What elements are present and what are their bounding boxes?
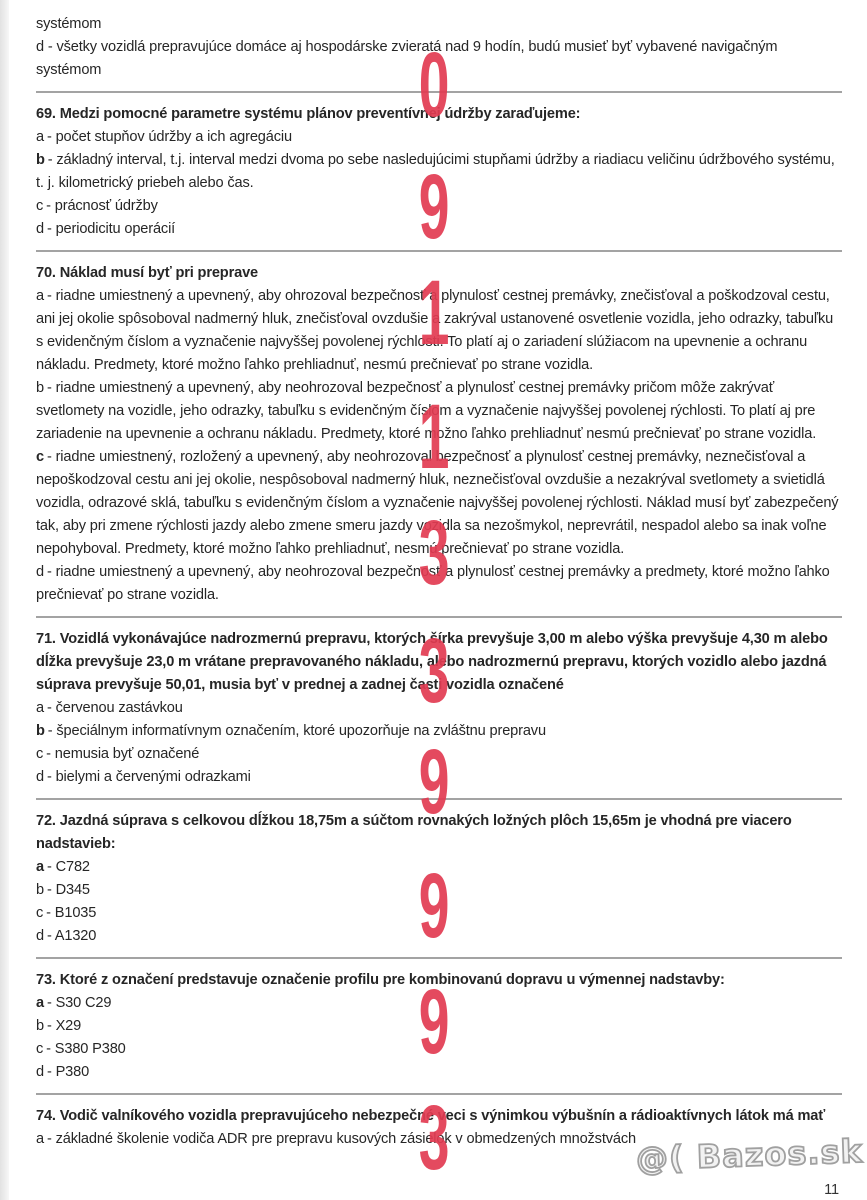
option-letter: a bbox=[36, 288, 44, 304]
option-letter: d bbox=[36, 564, 44, 580]
watermark-digit: 3 bbox=[418, 502, 450, 604]
option-text: - P380 bbox=[46, 1064, 90, 1080]
option-text: - C782 bbox=[46, 859, 90, 875]
option-letter: d bbox=[36, 928, 44, 944]
option-letter: b bbox=[36, 882, 44, 898]
option-text: - počet stupňov údržby a ich agregáciu bbox=[46, 129, 292, 145]
option-text: - nemusia byť označené bbox=[46, 746, 200, 762]
option-letter: b bbox=[36, 380, 44, 396]
watermark-digit: 9 bbox=[418, 971, 450, 1073]
continuation-option-d: d - všetky vozidlá prepravujúce domáce aj hospodárske zvieratá nad 9 hodín, budú musieť byť vybavené navigačným systémom bbox=[36, 39, 778, 78]
watermark-digit: 9 bbox=[418, 731, 450, 833]
option-text: - periodicitu operácií bbox=[46, 221, 176, 237]
option-text: - riadne umiestnený a upevnený, aby neohrozoval bezpečnosť a plynulosť cestnej premávky pričom môže zakrývať svetlomety na vozidle, jeho odrazky, tabuľku s evidenčným číslom a vyznačenie najvyššej povolenej rýchlosti. To platí aj pre zariadenie na upevnenie a ochranu nákladu. Predmety, ktoré možno ľahko prehliadnuť nesmú prečnievať po strane vozidla. bbox=[36, 380, 817, 442]
question-separator bbox=[36, 957, 842, 959]
option-text: - riadne umiestnený a upevnený, aby ohrozoval bezpečnosť a plynulosť cestnej premávky, znečisťoval a poškodzoval cestu, ani jej okolie spôsoboval nadmerný hluk, znečisťoval ovzdušie a zakrýval ustanovené osvetlenie vozidla, jeho odrazky, tabuľku s evidenčným číslom a vyznačenie najvyššej povolenej rýchlosti. To platí aj o zariadení slúžiacom na upevnenie a ochranu nákladu. Predmety, ktoré možno ľahko prehliadnuť, nesmú prečnievať po strane vozidla. bbox=[36, 288, 834, 373]
option-letter: d bbox=[36, 1064, 44, 1080]
option-letter: c bbox=[36, 198, 44, 214]
question-title: 72. Jazdná súprava s celkovou dĺžkou 18,75m a súčtom rovnakých ložných plôch 15,65m je vhodná pre viacero nadstavieb: bbox=[36, 813, 792, 852]
option-letter: a bbox=[36, 1131, 44, 1147]
watermark-digit: 1 bbox=[418, 386, 450, 488]
option-letter: c bbox=[36, 746, 44, 762]
option-text: - špeciálnym informatívnym označením, ktoré upozorňuje na zvláštnu prepravu bbox=[47, 723, 546, 739]
option-text: - základný interval, t.j. interval medzi dvoma po sebe nasledujúcimi stupňami údržby a riadiacu veličinu údržbového systému, t. j. kilometrický priebeh alebo čas. bbox=[36, 152, 835, 191]
option-letter: a bbox=[36, 859, 44, 875]
watermark-digit: 3 bbox=[418, 620, 450, 722]
question-title: 71. Vozidlá vykonávajúce nadrozmernú prepravu, ktorých šírka prevyšuje 3,00 m alebo výška prevyšuje 4,30 m alebo dĺžka prevyšuje 23,0 m vrátane prepravovaného nákladu, alebo nadrozmernú prepravu, ktorých vozidlo alebo jazdná súprava prevyšuje 50,01, musia byť v prednej a zadnej časti vozidla označené bbox=[36, 631, 828, 693]
option-letter: b bbox=[36, 152, 45, 168]
option-text: - riadne umiestnený, rozložený a upevnený, aby neohrozoval bezpečnosť a plynulosť cestnej premávky, neznečisťoval a nepoškodzoval cestu ani jej okolie, nespôsoboval nadmerný hluk, neznečisťoval ovzdušie a nezakrýval svetlomety a svietidlá vozidla, odrazové sklá, tabuľku s evidenčným číslom a vyznačenie najvyššej povolenej rýchlosti. Náklad musí byť zabezpečený tak, aby pri zmene rýchlosti jazdy alebo zmene smeru jazdy vozidla sa nezošmykol, neprevrátil, nespadol alebo sa inak voľne nepohyboval. Predmety, ktoré možno ľahko prehliadnuť, nesmú prečnievať po strane vozidla. bbox=[36, 449, 839, 557]
watermark-digit: 9 bbox=[418, 855, 450, 957]
option-text: - bielymi a červenými odrazkami bbox=[46, 769, 251, 785]
option-text: - A1320 bbox=[46, 928, 97, 944]
question-title: 70. Náklad musí byť pri preprave bbox=[36, 265, 259, 281]
option-letter: d bbox=[36, 769, 44, 785]
bazos-site-watermark: @( Bazos.sk bbox=[635, 1132, 864, 1178]
question-title: 73. Ktoré z označení predstavuje označenie profilu pre kombinovanú dopravu u výmennej nadstavby: bbox=[36, 972, 725, 988]
option-letter: d bbox=[36, 221, 44, 237]
watermark-digit: 9 bbox=[418, 156, 450, 258]
option-letter: b bbox=[36, 723, 45, 739]
option-text: - prácnosť údržby bbox=[46, 198, 158, 214]
option-letter: a bbox=[36, 700, 44, 716]
option-letter: a bbox=[36, 129, 44, 145]
option-text: - riadne umiestnený a upevnený, aby neohrozoval bezpečnosť a plynulosť cestnej premávky a predmety, ktoré možno ľahko prečnievať po strane vozidla. bbox=[36, 564, 830, 603]
option-text: - červenou zastávkou bbox=[46, 700, 183, 716]
option-text: - základné školenie vodiča ADR pre prepravu kusových zásielok v obmedzených množstvách bbox=[46, 1131, 636, 1147]
option-letter: c bbox=[36, 905, 44, 921]
option-text: - S30 C29 bbox=[46, 995, 112, 1011]
watermark-digit: 0 bbox=[418, 34, 450, 136]
question-separator bbox=[36, 616, 842, 618]
option-letter: c bbox=[36, 1041, 44, 1057]
option-text: - S380 P380 bbox=[46, 1041, 126, 1057]
option-text: - D345 bbox=[46, 882, 90, 898]
option-letter: c bbox=[36, 449, 44, 465]
page-edge-shadow bbox=[0, 0, 9, 1200]
watermark-digit: 1 bbox=[418, 262, 450, 364]
option-letter: a bbox=[36, 995, 44, 1011]
continuation-line: systémom bbox=[36, 16, 102, 32]
watermark-digit: 3 bbox=[418, 1087, 450, 1189]
option-text: - X29 bbox=[46, 1018, 82, 1034]
option-letter: b bbox=[36, 1018, 44, 1034]
question-title: 69. Medzi pomocné parametre systému plánov preventívnej údržby zaraďujeme: bbox=[36, 106, 581, 122]
option-text: - B1035 bbox=[46, 905, 97, 921]
question-title: 74. Vodič valníkového vozidla prepravujúceho nebezpečné veci s výnimkou výbušnín a rádioaktívnych látok má mať bbox=[36, 1108, 826, 1124]
page-number: 11 bbox=[824, 1182, 839, 1198]
